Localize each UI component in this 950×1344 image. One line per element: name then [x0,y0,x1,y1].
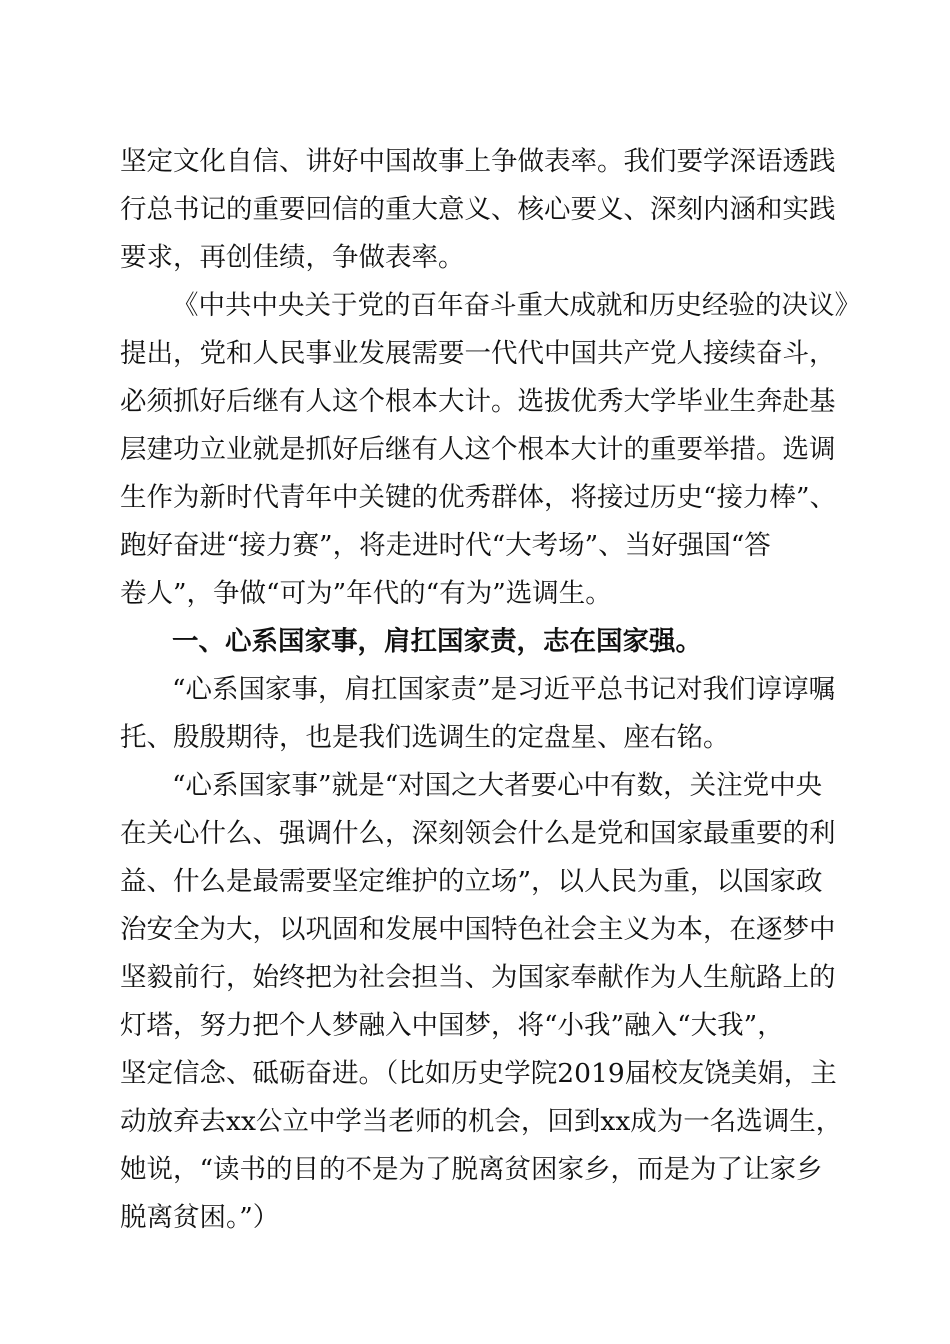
text-line: 层建功立业就是抓好后继有人这个根本大计的重要举措。选调 [120,434,836,465]
text-line: 《中共中央关于党的百年奋斗重大成就和历史经验的决议》 [172,290,861,321]
text-line: 坚毅前行，始终把为社会担当、为国家奉献作为人生航路上的 [120,962,836,993]
text-line: 益、什么是最需要坚定维护的立场”，以人民为重，以国家政 [120,866,823,897]
text-line: 行总书记的重要回信的重大意义、核心要义、深刻内涵和实践 [120,194,836,225]
text-line: 生作为新时代青年中关键的优秀群体，将接过历史“接力棒”、 [120,482,837,513]
text-line: 脱离贫困。”） [120,1202,280,1233]
text-line: 卷人”，争做“可为”年代的“有为”选调生。 [120,578,612,609]
text-line: 提出，党和人民事业发展需要一代代中国共产党人接续奋斗， [120,338,836,369]
text-line: 托、殷殷期待，也是我们选调生的定盘星、座右铭。 [120,722,730,753]
text-line: 跑好奋进“接力赛”，将走进时代“大考场”、当好强国“答 [120,530,771,561]
text-line: 在关心什么、强调什么，深刻领会什么是党和国家最重要的利 [120,818,836,849]
text-line: “心系国家事”就是“对国之大者要心中有数，关注党中央 [172,770,823,801]
text-line: 灯塔，努力把个人梦融入中国梦，将“小我”融入“大我”， [120,1010,784,1041]
text-line: 坚定文化自信、讲好中国故事上争做表率。我们要学深语透践 [120,146,836,177]
text-line: 她说，“读书的目的不是为了脱离贫困家乡，而是为了让家乡 [120,1154,823,1185]
section-heading: 一、心系国家事，肩扛国家责，志在国家强。 [172,626,702,657]
text-line: 要求，再创佳绩，争做表率。 [120,242,465,273]
text-line: 坚定信念、砥砺奋进。（比如历史学院2019届校友饶美娟，主 [120,1058,837,1089]
text-line: 动放弃去xx公立中学当老师的机会，回到xx成为一名选调生， [120,1106,843,1137]
text-line: 必须抓好后继有人这个根本大计。选拔优秀大学毕业生奔赴基 [120,386,836,417]
text-line: 治安全为大，以巩固和发展中国特色社会主义为本，在逐梦中 [120,914,836,945]
text-line: “心系国家事，肩扛国家责”是习近平总书记对我们谆谆嘱 [172,674,836,705]
